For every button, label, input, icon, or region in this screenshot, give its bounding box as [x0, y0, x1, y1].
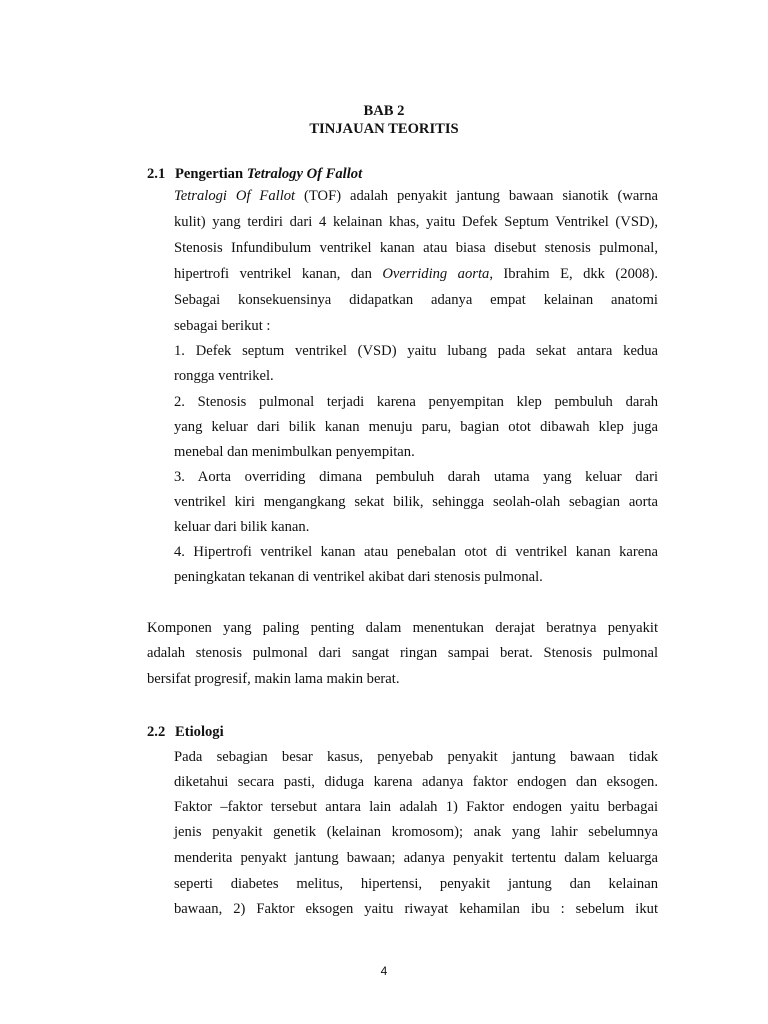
- section-title-plain: Pengertian: [175, 166, 244, 182]
- text-line: Faktor –faktor tersebut antara lain adalah 1) Faktor endogen yaitu berbagai: [174, 799, 658, 815]
- summary-line: adalah stenosis pulmonal dari sangat ringan sampai berat. Stenosis pulmonal: [147, 645, 658, 661]
- text-line: kulit) yang terdiri dari 4 kelainan khas, yaitu Defek Septum Ventrikel (VSD),: [174, 214, 658, 230]
- list-item-1-line: rongga ventrikel.: [174, 368, 274, 384]
- list-item-1-line: 1. Defek septum ventrikel (VSD) yaitu lubang pada sekat antara kedua: [174, 343, 658, 359]
- text-line: Sebagai konsekuensinya didapatkan adanya empat kelainan anatomi: [174, 292, 658, 308]
- text-line: sebagai berikut :: [174, 318, 271, 334]
- list-item-3-line: keluar dari bilik kanan.: [174, 519, 310, 535]
- text-line: hipertrofi ventrikel kanan, dan Overriding aorta, Ibrahim E, dkk (2008).: [174, 266, 658, 282]
- list-item-2-line: 2. Stenosis pulmonal terjadi karena penyempitan klep pembuluh darah: [174, 394, 658, 410]
- chapter-heading: BAB 2: [363, 103, 405, 119]
- section-number: 2.2: [147, 724, 166, 740]
- summary-line: bersifat progresif, makin lama makin berat.: [147, 671, 400, 687]
- text-line: bawaan, 2) Faktor eksogen yaitu riwayat kehamilan ibu : sebelum ikut: [174, 901, 658, 917]
- text-line: menderita penyakt jantung bawaan; adanya penyakit tertentu dalam keluarga: [174, 850, 658, 866]
- section-heading-2-1: [147, 166, 362, 183]
- list-item-4-line: 4. Hipertrofi ventrikel kanan atau penebalan otot di ventrikel kanan karena: [174, 544, 658, 560]
- section-number: 2.1: [147, 166, 166, 182]
- text-line: Stenosis Infundibulum ventrikel kanan atau biasa disebut stenosis pulmonal,: [174, 240, 658, 256]
- text-line: diketahui secara pasti, diduga karena adanya faktor endogen dan eksogen.: [174, 774, 658, 790]
- section-title-italic: Tetralogy Of Fallot: [246, 166, 363, 182]
- list-item-3-line: 3. Aorta overriding dimana pembuluh darah utama yang keluar dari: [174, 469, 658, 485]
- text-line: Tetralogi Of Fallot (TOF) adalah penyakit jantung bawaan sianotik (warna: [174, 188, 658, 204]
- section-title: Etiologi: [175, 724, 224, 740]
- text-line: Pada sebagian besar kasus, penyebab penyakit jantung bawaan tidak: [174, 749, 658, 765]
- text-line: jenis penyakit genetik (kelainan kromosom); anak yang lahir sebelumnya: [174, 824, 658, 840]
- page-number: 4: [380, 964, 388, 978]
- chapter-title: TINJAUAN TEORITIS: [309, 121, 459, 137]
- list-item-3-line: ventrikel kiri mengangkang sekat bilik, sehingga seolah-olah sebagian aorta: [174, 494, 658, 510]
- section-heading-2-2: [147, 724, 224, 741]
- text-line: seperti diabetes melitus, hipertensi, penyakit jantung dan kelainan: [174, 876, 658, 892]
- list-item-2-line: menebal dan menimbulkan penyempitan.: [174, 444, 415, 460]
- list-item-4-line: peningkatan tekanan di ventrikel akibat dari stenosis pulmonal.: [174, 569, 543, 585]
- summary-line: Komponen yang paling penting dalam menentukan derajat beratnya penyakit: [147, 620, 658, 636]
- list-item-2-line: yang keluar dari bilik kanan menuju paru, bagian otot dibawah klep juga: [174, 419, 658, 435]
